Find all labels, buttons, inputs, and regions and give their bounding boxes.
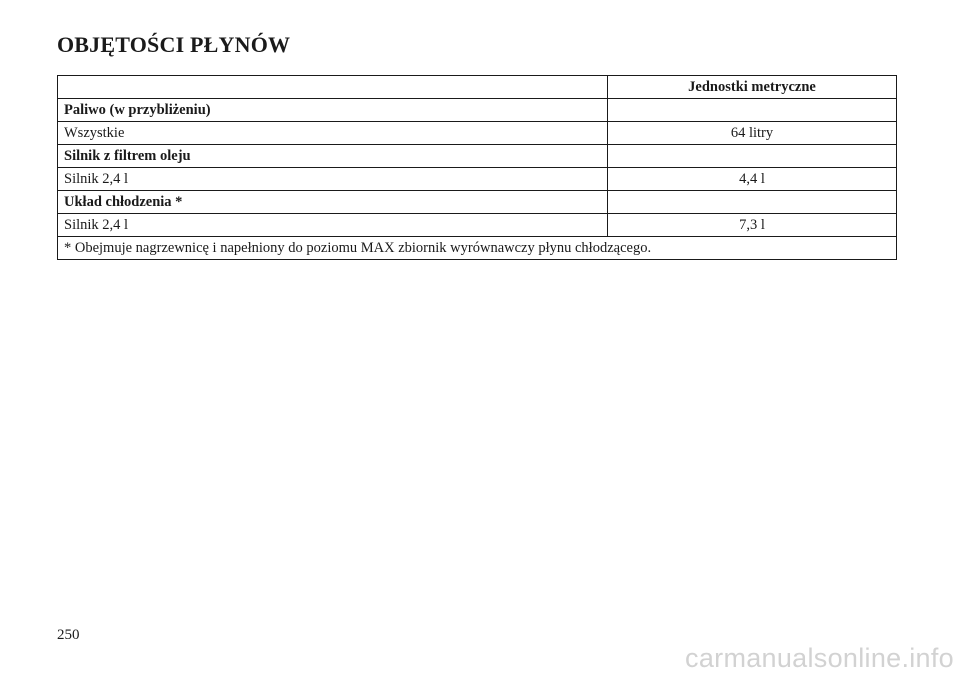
row-label-cooling: Silnik 2,4 l xyxy=(58,214,608,237)
section-label-engine-oil: Silnik z filtrem oleju xyxy=(58,145,608,168)
watermark: carmanualsonline.info xyxy=(685,643,954,673)
table-row xyxy=(58,99,897,122)
fluid-capacities-table xyxy=(57,75,897,260)
table-footnote-row xyxy=(58,237,897,260)
table-row xyxy=(58,191,897,214)
section-label-cooling: Układ chłodzenia * xyxy=(58,191,608,214)
table-header-row xyxy=(58,76,897,99)
section-value-engine-oil xyxy=(608,145,897,168)
row-value-engine-oil: 4,4 l xyxy=(608,168,897,191)
table-footnote: * Obejmuje nagrzewnicę i napełniony do poziomu MAX zbiornik wyrównawczy płynu chłodzącego. xyxy=(58,237,897,260)
row-label-engine-oil: Silnik 2,4 l xyxy=(58,168,608,191)
section-value-fuel xyxy=(608,99,897,122)
header-label-cell xyxy=(58,76,608,99)
row-value-cooling: 7,3 l xyxy=(608,214,897,237)
page-number: 250 xyxy=(57,627,80,643)
row-label-fuel-all: Wszystkie xyxy=(58,122,608,145)
table-row xyxy=(58,145,897,168)
section-label-fuel: Paliwo (w przybliżeniu) xyxy=(58,99,608,122)
table-row xyxy=(58,214,897,237)
page-title: OBJĘTOŚCI PŁYNÓW xyxy=(57,32,291,57)
section-value-cooling xyxy=(608,191,897,214)
table-row xyxy=(58,122,897,145)
header-units-cell: Jednostki metryczne xyxy=(608,76,897,99)
table-row xyxy=(58,168,897,191)
row-value-fuel-all: 64 litry xyxy=(608,122,897,145)
